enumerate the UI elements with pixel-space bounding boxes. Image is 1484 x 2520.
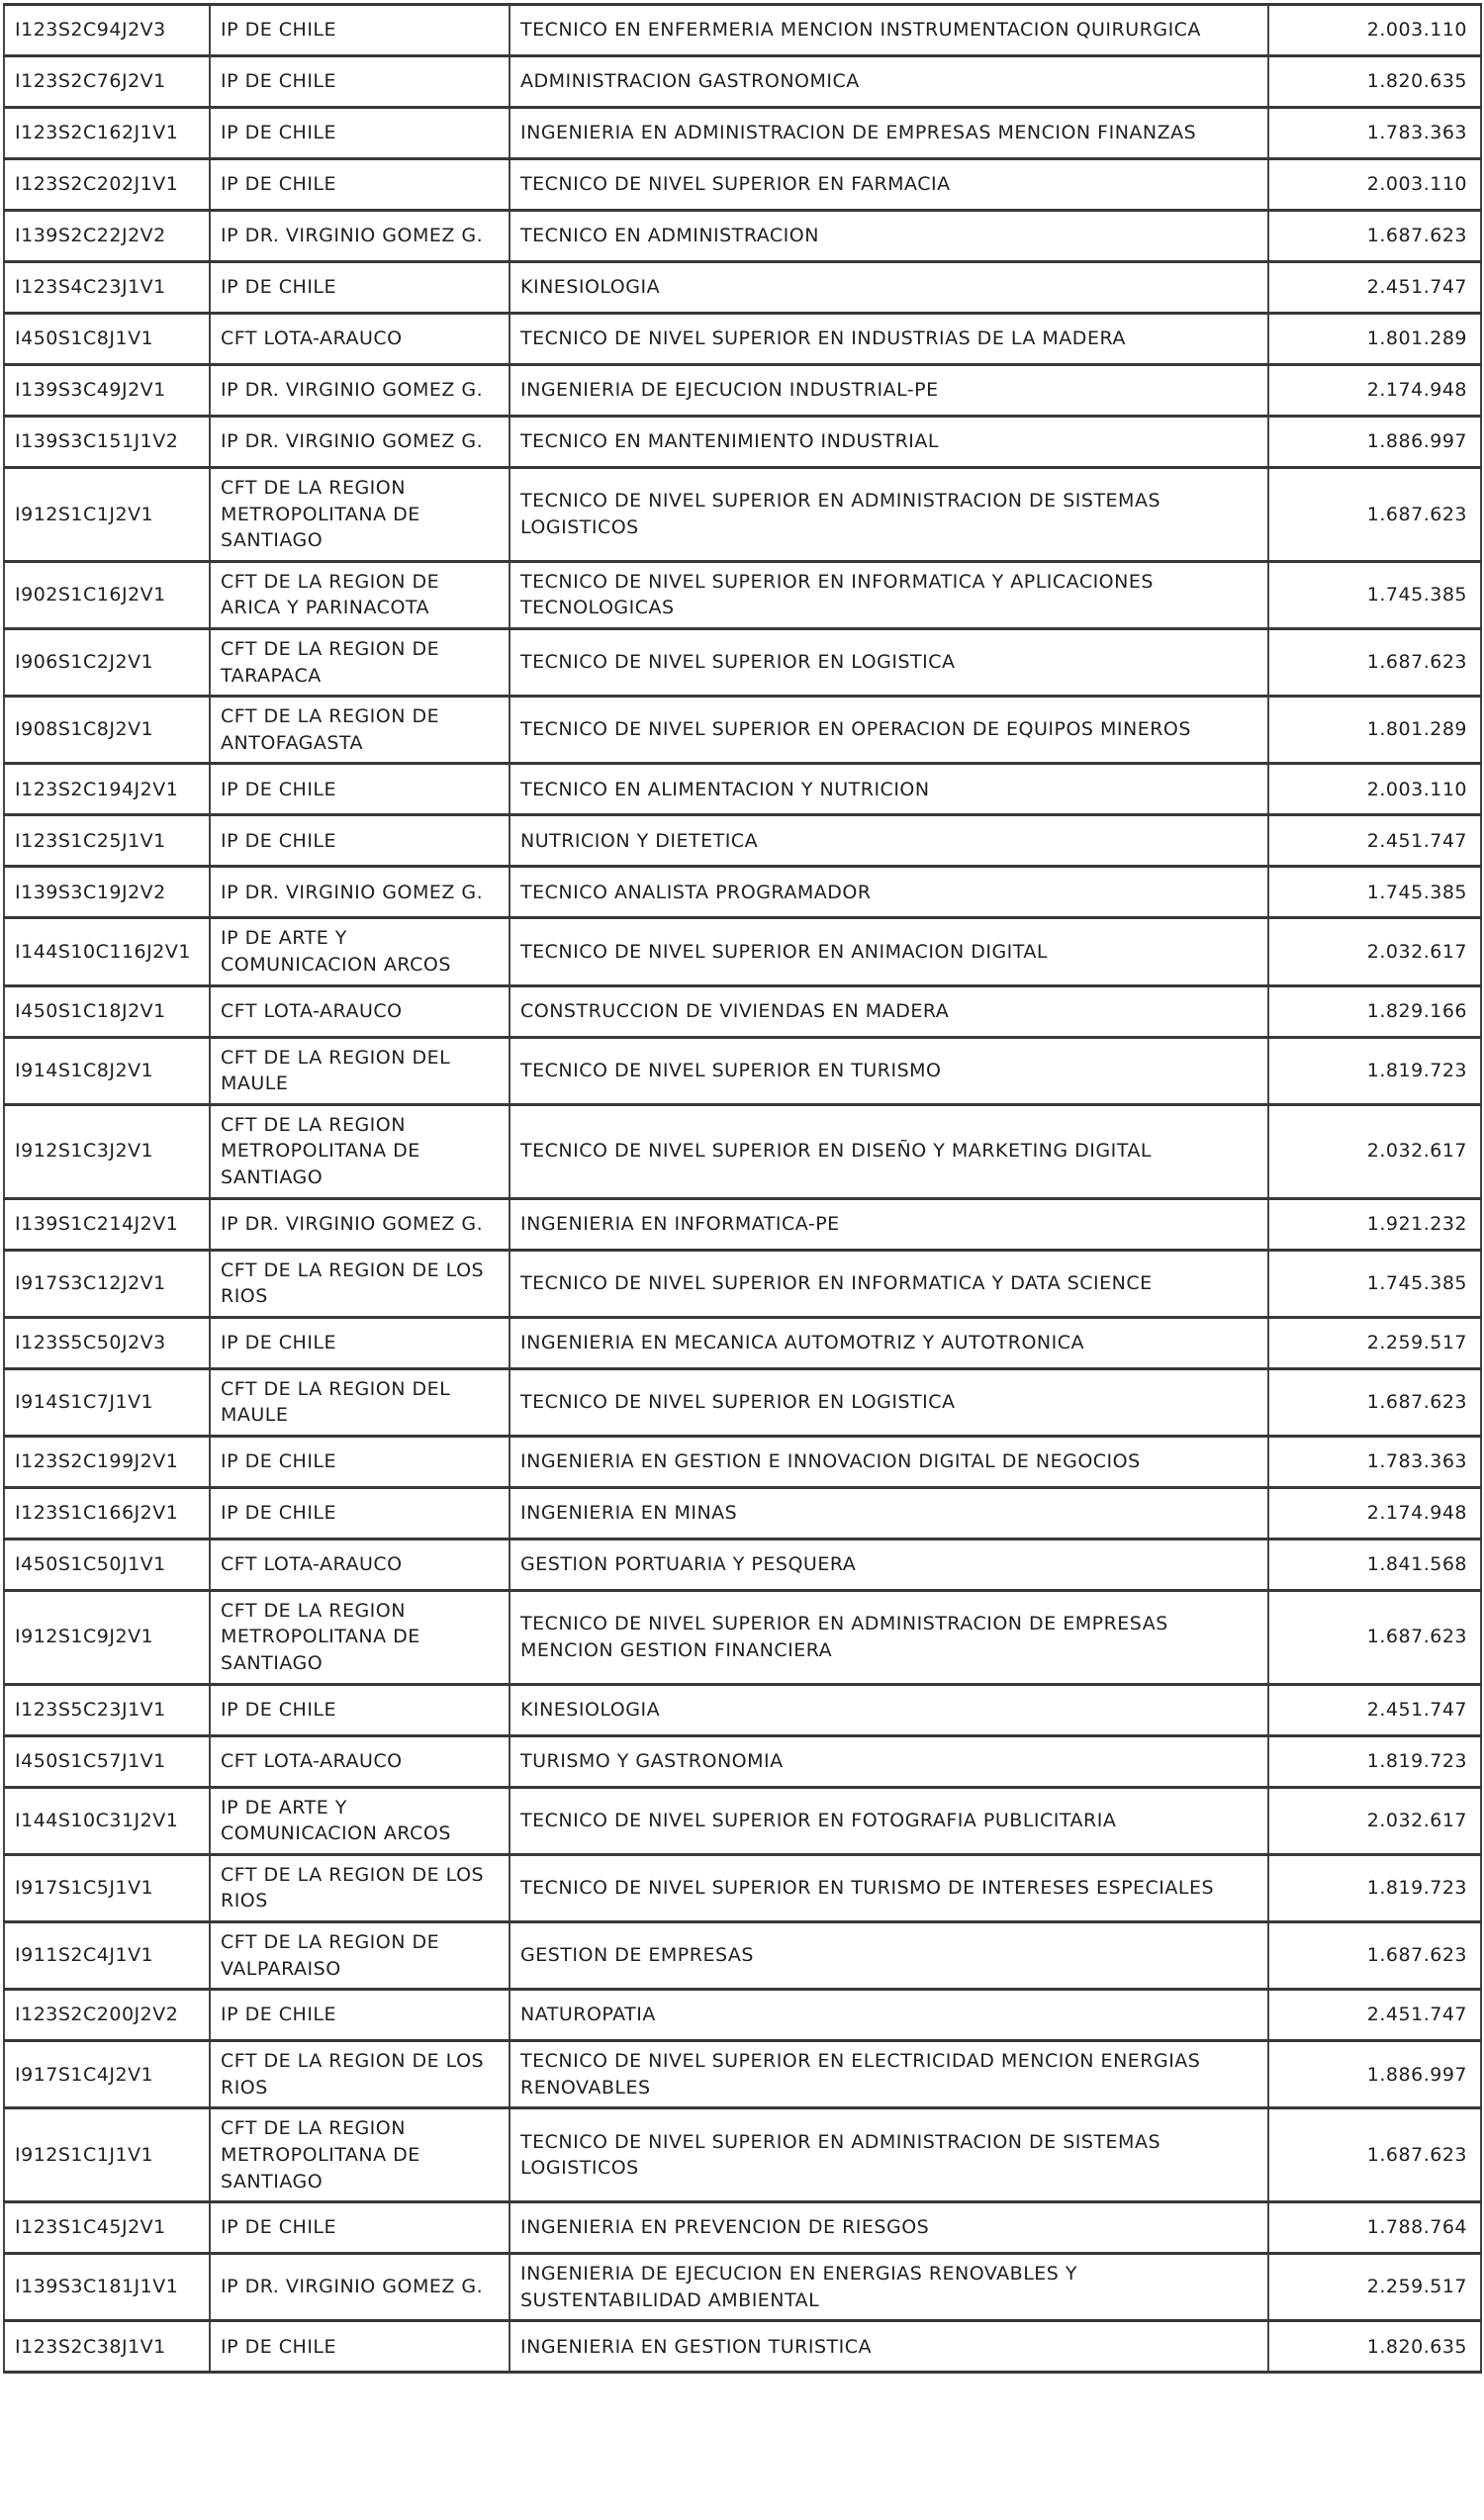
tuition-value-cell: 1.687.623 — [1268, 1368, 1481, 1436]
table-body — [4, 5, 1481, 2373]
tuition-value-cell: 1.687.623 — [1268, 628, 1481, 696]
program-code-cell: I123S2C38J1V1 — [4, 2321, 210, 2373]
program-code-cell: I144S10C31J2V1 — [4, 1787, 210, 1854]
program-name-cell: KINESIOLOGIA — [510, 262, 1268, 314]
table-row — [4, 1590, 1481, 1684]
program-name-cell: TECNICO DE NIVEL SUPERIOR EN LOGISTICA — [510, 628, 1268, 696]
table-row — [4, 1787, 1481, 1854]
tuition-value-cell: 2.451.747 — [1268, 1990, 1481, 2041]
tuition-value-cell: 1.921.232 — [1268, 1198, 1481, 1250]
institution-cell: CFT LOTA-ARAUCO — [210, 1539, 510, 1590]
table-row — [4, 985, 1481, 1037]
program-code-cell: I139S1C214J2V1 — [4, 1198, 210, 1250]
program-code-cell: I123S5C50J2V3 — [4, 1317, 210, 1368]
program-code-cell: I123S1C166J2V1 — [4, 1487, 210, 1539]
table-row — [4, 159, 1481, 211]
table-row — [4, 1037, 1481, 1104]
program-name-cell: TECNICO EN MANTENIMIENTO INDUSTRIAL — [510, 417, 1268, 468]
tuition-value-cell: 1.801.289 — [1268, 314, 1481, 365]
program-name-cell: NATUROPATIA — [510, 1990, 1268, 2041]
institution-cell: CFT DE LA REGION METROPOLITANA DE SANTIAGO — [210, 468, 510, 562]
program-code-cell: I123S2C202J1V1 — [4, 159, 210, 211]
program-code-cell: I450S1C50J1V1 — [4, 1539, 210, 1590]
institution-cell: IP DE CHILE — [210, 815, 510, 867]
program-code-cell: I139S3C181J1V1 — [4, 2254, 210, 2321]
program-code-cell: I450S1C8J1V1 — [4, 314, 210, 365]
program-name-cell: INGENIERIA EN MINAS — [510, 1487, 1268, 1539]
institution-cell: CFT DE LA REGION DE ANTOFAGASTA — [210, 697, 510, 764]
program-name-cell: ADMINISTRACION GASTRONOMICA — [510, 56, 1268, 108]
program-name-cell: GESTION DE EMPRESAS — [510, 1922, 1268, 1990]
table-row — [4, 211, 1481, 262]
tuition-value-cell: 2.032.617 — [1268, 1104, 1481, 1198]
institution-cell: IP DE CHILE — [210, 1317, 510, 1368]
program-code-cell: I139S3C19J2V2 — [4, 867, 210, 918]
program-code-cell: I902S1C16J2V1 — [4, 561, 210, 628]
table-row — [4, 1198, 1481, 1250]
table-row — [4, 1990, 1481, 2041]
program-name-cell: INGENIERIA EN GESTION E INNOVACION DIGITAL DE NEGOCIOS — [510, 1436, 1268, 1487]
table-row — [4, 108, 1481, 159]
program-name-cell: TECNICO DE NIVEL SUPERIOR EN LOGISTICA — [510, 1368, 1268, 1436]
institution-cell: CFT DE LA REGION DE VALPARAISO — [210, 1922, 510, 1990]
table-row — [4, 1539, 1481, 1590]
tuition-value-cell: 1.820.635 — [1268, 56, 1481, 108]
program-code-cell: I139S2C22J2V2 — [4, 211, 210, 262]
table-row — [4, 1854, 1481, 1921]
program-code-cell: I912S1C3J2V1 — [4, 1104, 210, 1198]
institution-cell: IP DE CHILE — [210, 764, 510, 815]
program-code-cell: I917S1C5J1V1 — [4, 1854, 210, 1921]
institution-cell: CFT DE LA REGION DE LOS RIOS — [210, 1250, 510, 1317]
tuition-value-cell: 1.745.385 — [1268, 1250, 1481, 1317]
institution-cell: IP DE CHILE — [210, 108, 510, 159]
program-code-cell: I914S1C8J2V1 — [4, 1037, 210, 1104]
program-name-cell: TECNICO DE NIVEL SUPERIOR EN INFORMATICA Y DATA SCIENCE — [510, 1250, 1268, 1317]
tuition-value-cell: 1.841.568 — [1268, 1539, 1481, 1590]
institution-cell: CFT DE LA REGION METROPOLITANA DE SANTIAGO — [210, 2108, 510, 2202]
program-name-cell: TECNICO DE NIVEL SUPERIOR EN OPERACION DE EQUIPOS MINEROS — [510, 697, 1268, 764]
table-row — [4, 1436, 1481, 1487]
tuition-value-cell: 2.003.110 — [1268, 5, 1481, 56]
program-name-cell: INGENIERIA EN PREVENCION DE RIESGOS — [510, 2202, 1268, 2254]
program-name-cell: TECNICO DE NIVEL SUPERIOR EN FOTOGRAFIA PUBLICITARIA — [510, 1787, 1268, 1854]
program-name-cell: TECNICO DE NIVEL SUPERIOR EN ANIMACION DIGITAL — [510, 918, 1268, 985]
tuition-value-cell: 1.820.635 — [1268, 2321, 1481, 2373]
program-code-cell: I912S1C1J1V1 — [4, 2108, 210, 2202]
program-name-cell: TECNICO EN ALIMENTACION Y NUTRICION — [510, 764, 1268, 815]
institution-cell: CFT DE LA REGION DE LOS RIOS — [210, 1854, 510, 1921]
program-name-cell: TECNICO DE NIVEL SUPERIOR EN INDUSTRIAS DE LA MADERA — [510, 314, 1268, 365]
institution-cell: CFT DE LA REGION DE TARAPACA — [210, 628, 510, 696]
table-row — [4, 1368, 1481, 1436]
tuition-value-cell: 1.819.723 — [1268, 1735, 1481, 1787]
program-code-cell: I917S1C4J2V1 — [4, 2041, 210, 2108]
institution-cell: IP DE CHILE — [210, 56, 510, 108]
tuition-value-cell: 1.801.289 — [1268, 697, 1481, 764]
tuition-value-cell: 1.687.623 — [1268, 1922, 1481, 1990]
program-code-cell: I139S3C151J1V2 — [4, 417, 210, 468]
program-code-cell: I914S1C7J1V1 — [4, 1368, 210, 1436]
tuition-value-cell: 2.259.517 — [1268, 1317, 1481, 1368]
table-row — [4, 2202, 1481, 2254]
table-row — [4, 1922, 1481, 1990]
program-code-cell: I123S1C45J2V1 — [4, 2202, 210, 2254]
program-name-cell: TECNICO DE NIVEL SUPERIOR EN INFORMATICA Y APLICACIONES TECNOLOGICAS — [510, 561, 1268, 628]
program-name-cell: TECNICO ANALISTA PROGRAMADOR — [510, 867, 1268, 918]
institution-cell: IP DE CHILE — [210, 262, 510, 314]
tuition-value-cell: 1.783.363 — [1268, 1436, 1481, 1487]
program-code-cell: I139S3C49J2V1 — [4, 365, 210, 417]
programs-tuition-table — [3, 3, 1482, 2374]
table-row — [4, 417, 1481, 468]
institution-cell: IP DE CHILE — [210, 5, 510, 56]
tuition-value-cell: 2.259.517 — [1268, 2254, 1481, 2321]
program-name-cell: TECNICO EN ADMINISTRACION — [510, 211, 1268, 262]
institution-cell: IP DE CHILE — [210, 1436, 510, 1487]
table-row — [4, 697, 1481, 764]
tuition-value-cell: 2.003.110 — [1268, 159, 1481, 211]
tuition-value-cell: 1.687.623 — [1268, 468, 1481, 562]
table-row — [4, 628, 1481, 696]
program-name-cell: INGENIERIA EN INFORMATICA-PE — [510, 1198, 1268, 1250]
tuition-value-cell: 1.687.623 — [1268, 1590, 1481, 1684]
program-code-cell: I123S1C25J1V1 — [4, 815, 210, 867]
program-code-cell: I123S2C199J2V1 — [4, 1436, 210, 1487]
institution-cell: IP DE ARTE Y COMUNICACION ARCOS — [210, 918, 510, 985]
table-row — [4, 1104, 1481, 1198]
program-code-cell: I123S4C23J1V1 — [4, 262, 210, 314]
program-code-cell: I123S2C194J2V1 — [4, 764, 210, 815]
table-row — [4, 2254, 1481, 2321]
table-row — [4, 561, 1481, 628]
program-name-cell: TECNICO DE NIVEL SUPERIOR EN ELECTRICIDAD MENCION ENERGIAS RENOVABLES — [510, 2041, 1268, 2108]
program-name-cell: KINESIOLOGIA — [510, 1684, 1268, 1735]
table-row — [4, 867, 1481, 918]
tuition-value-cell: 1.745.385 — [1268, 561, 1481, 628]
table-row — [4, 56, 1481, 108]
tuition-value-cell: 1.745.385 — [1268, 867, 1481, 918]
institution-cell: CFT LOTA-ARAUCO — [210, 314, 510, 365]
program-name-cell: INGENIERIA EN ADMINISTRACION DE EMPRESAS MENCION FINANZAS — [510, 108, 1268, 159]
program-name-cell: TECNICO DE NIVEL SUPERIOR EN TURISMO DE INTERESES ESPECIALES — [510, 1854, 1268, 1921]
institution-cell: IP DE ARTE Y COMUNICACION ARCOS — [210, 1787, 510, 1854]
program-name-cell: CONSTRUCCION DE VIVIENDAS EN MADERA — [510, 985, 1268, 1037]
institution-cell: CFT DE LA REGION METROPOLITANA DE SANTIAGO — [210, 1590, 510, 1684]
tuition-value-cell: 2.174.948 — [1268, 365, 1481, 417]
institution-cell: CFT DE LA REGION DEL MAULE — [210, 1037, 510, 1104]
tuition-value-cell: 1.819.723 — [1268, 1854, 1481, 1921]
tuition-value-cell: 2.174.948 — [1268, 1487, 1481, 1539]
program-code-cell: I912S1C9J2V1 — [4, 1590, 210, 1684]
program-name-cell: INGENIERIA DE EJECUCION EN ENERGIAS RENOVABLES Y SUSTENTABILIDAD AMBIENTAL — [510, 2254, 1268, 2321]
institution-cell: CFT DE LA REGION DEL MAULE — [210, 1368, 510, 1436]
program-name-cell: TECNICO DE NIVEL SUPERIOR EN ADMINISTRACION DE EMPRESAS MENCION GESTION FINANCIERA — [510, 1590, 1268, 1684]
program-name-cell: TECNICO DE NIVEL SUPERIOR EN TURISMO — [510, 1037, 1268, 1104]
table-row — [4, 1250, 1481, 1317]
institution-cell: IP DE CHILE — [210, 2202, 510, 2254]
tuition-value-cell: 2.032.617 — [1268, 918, 1481, 985]
institution-cell: IP DE CHILE — [210, 1990, 510, 2041]
institution-cell: CFT DE LA REGION DE ARICA Y PARINACOTA — [210, 561, 510, 628]
tuition-value-cell: 1.886.997 — [1268, 417, 1481, 468]
institution-cell: IP DR. VIRGINIO GOMEZ G. — [210, 417, 510, 468]
program-name-cell: TECNICO DE NIVEL SUPERIOR EN ADMINISTRACION DE SISTEMAS LOGISTICOS — [510, 468, 1268, 562]
program-code-cell: I123S5C23J1V1 — [4, 1684, 210, 1735]
tuition-value-cell: 2.451.747 — [1268, 262, 1481, 314]
tuition-value-cell: 1.783.363 — [1268, 108, 1481, 159]
institution-cell: CFT LOTA-ARAUCO — [210, 1735, 510, 1787]
table-row — [4, 2108, 1481, 2202]
program-code-cell: I123S2C200J2V2 — [4, 1990, 210, 2041]
program-code-cell: I123S2C162J1V1 — [4, 108, 210, 159]
table-row — [4, 1684, 1481, 1735]
table-row — [4, 365, 1481, 417]
institution-cell: IP DR. VIRGINIO GOMEZ G. — [210, 211, 510, 262]
institution-cell: IP DR. VIRGINIO GOMEZ G. — [210, 2254, 510, 2321]
program-name-cell: TECNICO DE NIVEL SUPERIOR EN FARMACIA — [510, 159, 1268, 211]
institution-cell: IP DE CHILE — [210, 2321, 510, 2373]
program-code-cell: I144S10C116J2V1 — [4, 918, 210, 985]
institution-cell: IP DE CHILE — [210, 1487, 510, 1539]
tuition-value-cell: 1.829.166 — [1268, 985, 1481, 1037]
program-name-cell: TECNICO EN ENFERMERIA MENCION INSTRUMENTACION QUIRURGICA — [510, 5, 1268, 56]
program-code-cell: I906S1C2J2V1 — [4, 628, 210, 696]
tuition-value-cell: 1.687.623 — [1268, 2108, 1481, 2202]
table-row — [4, 815, 1481, 867]
institution-cell: IP DR. VIRGINIO GOMEZ G. — [210, 867, 510, 918]
tuition-value-cell: 2.003.110 — [1268, 764, 1481, 815]
table-row — [4, 2321, 1481, 2373]
tuition-value-cell: 2.451.747 — [1268, 1684, 1481, 1735]
tuition-value-cell: 1.886.997 — [1268, 2041, 1481, 2108]
tuition-value-cell: 1.687.623 — [1268, 211, 1481, 262]
program-name-cell: NUTRICION Y DIETETICA — [510, 815, 1268, 867]
table-row — [4, 314, 1481, 365]
table-row — [4, 1317, 1481, 1368]
program-code-cell: I917S3C12J2V1 — [4, 1250, 210, 1317]
institution-cell: IP DE CHILE — [210, 1684, 510, 1735]
institution-cell: CFT LOTA-ARAUCO — [210, 985, 510, 1037]
institution-cell: CFT DE LA REGION METROPOLITANA DE SANTIAGO — [210, 1104, 510, 1198]
tuition-value-cell: 1.819.723 — [1268, 1037, 1481, 1104]
institution-cell: CFT DE LA REGION DE LOS RIOS — [210, 2041, 510, 2108]
table-row — [4, 1735, 1481, 1787]
program-name-cell: INGENIERIA EN MECANICA AUTOMOTRIZ Y AUTOTRONICA — [510, 1317, 1268, 1368]
program-name-cell: TURISMO Y GASTRONOMIA — [510, 1735, 1268, 1787]
institution-cell: IP DR. VIRGINIO GOMEZ G. — [210, 365, 510, 417]
institution-cell: IP DR. VIRGINIO GOMEZ G. — [210, 1198, 510, 1250]
program-code-cell: I450S1C57J1V1 — [4, 1735, 210, 1787]
tuition-value-cell: 2.032.617 — [1268, 1787, 1481, 1854]
table-row — [4, 764, 1481, 815]
program-name-cell: INGENIERIA EN GESTION TURISTICA — [510, 2321, 1268, 2373]
table-row — [4, 1487, 1481, 1539]
table-row — [4, 2041, 1481, 2108]
table-row — [4, 5, 1481, 56]
table-row — [4, 262, 1481, 314]
program-code-cell: I450S1C18J2V1 — [4, 985, 210, 1037]
tuition-value-cell: 1.788.764 — [1268, 2202, 1481, 2254]
program-code-cell: I912S1C1J2V1 — [4, 468, 210, 562]
table-row — [4, 918, 1481, 985]
tuition-value-cell: 2.451.747 — [1268, 815, 1481, 867]
program-name-cell: GESTION PORTUARIA Y PESQUERA — [510, 1539, 1268, 1590]
institution-cell: IP DE CHILE — [210, 159, 510, 211]
program-code-cell: I123S2C76J2V1 — [4, 56, 210, 108]
program-name-cell: TECNICO DE NIVEL SUPERIOR EN ADMINISTRACION DE SISTEMAS LOGISTICOS — [510, 2108, 1268, 2202]
program-name-cell: TECNICO DE NIVEL SUPERIOR EN DISEÑO Y MARKETING DIGITAL — [510, 1104, 1268, 1198]
program-name-cell: INGENIERIA DE EJECUCION INDUSTRIAL-PE — [510, 365, 1268, 417]
program-code-cell: I908S1C8J2V1 — [4, 697, 210, 764]
program-code-cell: I123S2C94J2V3 — [4, 5, 210, 56]
program-code-cell: I911S2C4J1V1 — [4, 1922, 210, 1990]
table-row — [4, 468, 1481, 562]
